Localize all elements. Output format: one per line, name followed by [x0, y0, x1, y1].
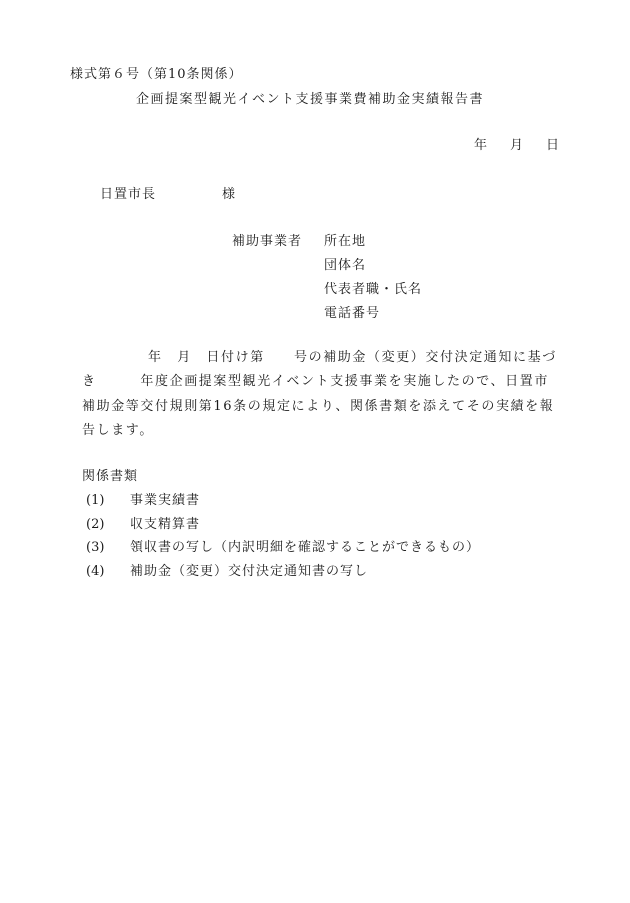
- attachment-item: [86, 563, 368, 581]
- applicant-address-label: 所在地: [324, 234, 367, 249]
- addressee: [100, 186, 236, 204]
- attachment-text: 収支精算書: [130, 517, 201, 532]
- attachment-number: (3): [86, 540, 105, 555]
- body-line-4: 告します。: [82, 423, 154, 438]
- attachments-heading: 関係書類: [82, 469, 139, 484]
- applicant-representative-label: 代表者職・氏名: [324, 282, 423, 297]
- body-line-3: 補助金等交付規則第16条の規定により、関係書類を添えてその実績を報: [82, 399, 555, 414]
- applicant-label: 補助事業者: [232, 234, 303, 249]
- attachment-text: 領収書の写し（内訳明細を確認することができるもの）: [130, 540, 481, 555]
- attachment-number: (1): [86, 493, 105, 508]
- attachment-item: [86, 539, 480, 557]
- date-month-label: 月: [510, 138, 525, 153]
- date-year-label: 年: [474, 138, 489, 153]
- attachment-number: (2): [86, 517, 105, 532]
- addressee-honorific: 様: [222, 187, 237, 202]
- applicant-organization-label: 団体名: [324, 258, 367, 273]
- attachment-item: [86, 516, 200, 534]
- body-line-1: 年 月 日付け第 号の補助金（変更）交付決定通知に基づ: [148, 350, 557, 365]
- body-line-2: き 年度企画提案型観光イベント支援事業を実施したので、日置市: [82, 374, 549, 389]
- attachment-number: (4): [86, 564, 105, 579]
- date-line: [474, 137, 560, 155]
- attachment-item: [86, 492, 200, 510]
- addressee-name: 日置市長: [100, 187, 157, 202]
- applicant-phone-label: 電話番号: [324, 306, 381, 321]
- attachment-text: 事業実績書: [130, 493, 201, 508]
- form-number: 様式第６号（第10条関係）: [70, 67, 243, 82]
- attachment-text: 補助金（変更）交付決定通知書の写し: [130, 564, 369, 579]
- document-title: 企画提案型観光イベント支援事業費補助金実績報告書: [136, 92, 485, 107]
- date-day-label: 日: [546, 138, 561, 153]
